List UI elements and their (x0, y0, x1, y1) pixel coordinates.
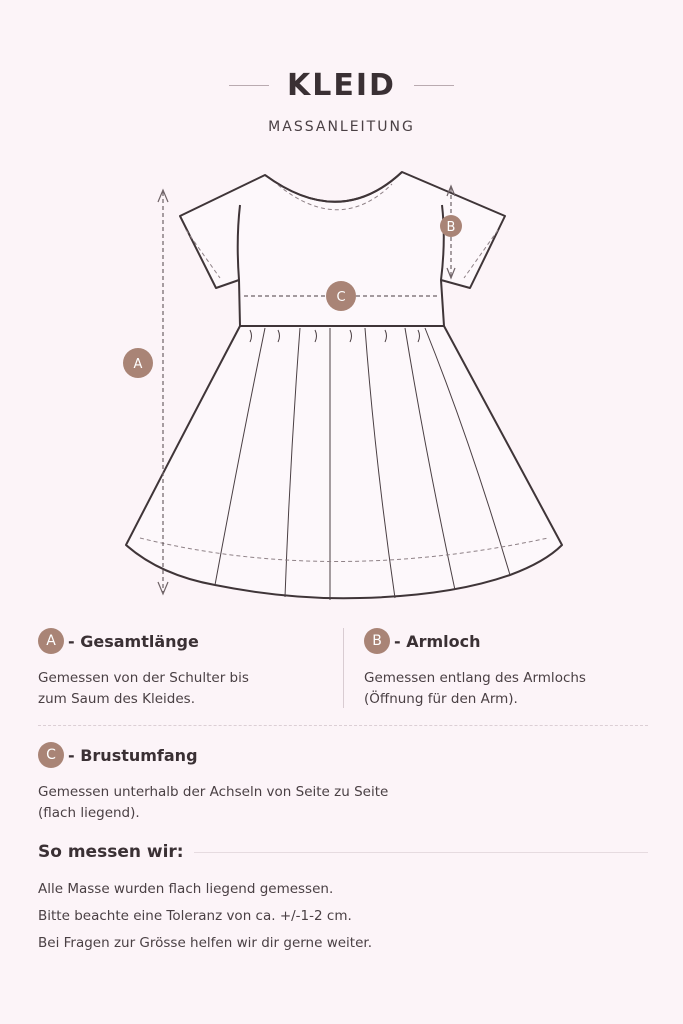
dress-diagram (0, 160, 683, 605)
measurement-c-badge: C (38, 742, 64, 768)
measure-c-label (326, 281, 356, 311)
measurement-c-heading (38, 742, 648, 768)
section-divider (38, 725, 648, 726)
measurement-b-description (364, 668, 654, 710)
header (0, 68, 683, 135)
page-title: KLEID (287, 68, 396, 103)
measurement-c (38, 742, 648, 824)
measurement-b (364, 628, 654, 710)
measurement-a-line: Gemessen von der Schulter bis (38, 670, 249, 686)
measurement-c-description (38, 782, 648, 824)
how-we-measure-line: Alle Masse wurden flach liegend gemessen. (38, 881, 334, 897)
measurement-a-title: - Gesamtlänge (68, 631, 199, 651)
column-divider (343, 628, 344, 708)
measurement-b-badge: B (364, 628, 390, 654)
how-we-measure (38, 842, 648, 957)
measurement-b-title: - Armloch (394, 631, 481, 651)
measurement-c-line: (flach liegend). (38, 805, 140, 821)
title-divider-left (229, 85, 269, 86)
measurement-b-heading (364, 628, 654, 654)
measurement-b-line: (Öffnung für den Arm). (364, 691, 518, 707)
dress-outline (126, 172, 562, 598)
how-we-measure-text (38, 876, 648, 957)
measure-a-label (123, 348, 153, 378)
page-subtitle: MASSANLEITUNG (268, 119, 415, 135)
svg-text:C: C (336, 290, 346, 305)
measurement-a (38, 628, 328, 710)
measurement-a-line: zum Saum des Kleides. (38, 691, 195, 707)
measurement-a-badge: A (38, 628, 64, 654)
title-divider-right (414, 85, 454, 86)
measurement-c-title: - Brustumfang (68, 745, 198, 765)
measure-b-label (440, 215, 462, 237)
measurement-a-description (38, 668, 328, 710)
how-we-measure-line: Bitte beachte eine Toleranz von ca. +/-1-2 cm. (38, 908, 352, 924)
measurement-c-line: Gemessen unterhalb der Achseln von Seite zu Seite (38, 784, 389, 800)
how-we-measure-heading (38, 842, 648, 862)
measurement-a-heading (38, 628, 328, 654)
how-we-measure-title: So messen wir: (38, 842, 184, 862)
how-we-measure-rule (194, 852, 648, 853)
measurement-b-line: Gemessen entlang des Armlochs (364, 670, 586, 686)
title-row (0, 68, 683, 103)
svg-text:B: B (446, 220, 456, 235)
how-we-measure-line: Bei Fragen zur Grösse helfen wir dir gerne weiter. (38, 935, 373, 951)
svg-text:A: A (133, 357, 143, 372)
